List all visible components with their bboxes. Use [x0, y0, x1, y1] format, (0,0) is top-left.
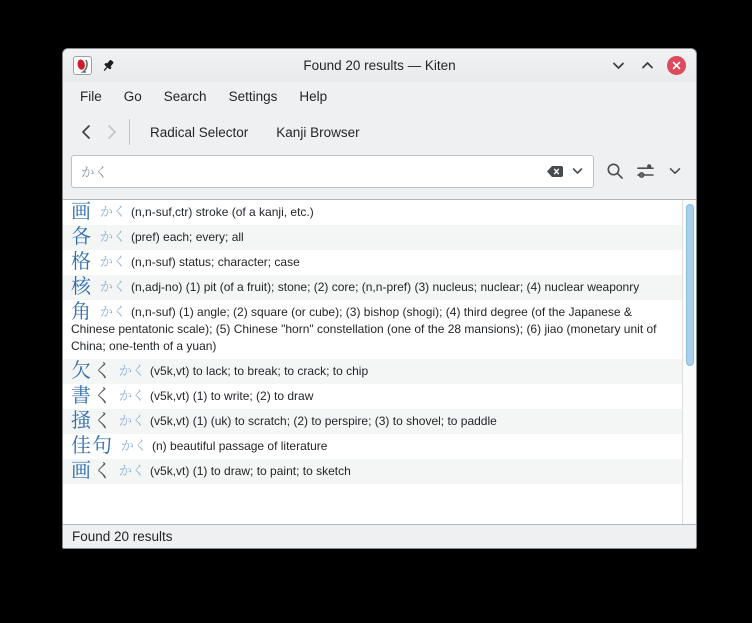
result-definition: (pref) each; every; all	[131, 230, 244, 244]
result-definition: (n,adj-no) (1) pit (of a fruit); stone; (2) core; (n,n-pref) (3) nucleus; nuclear; (4) nuclear weaponry	[131, 280, 640, 294]
result-word-kanji: 画	[71, 460, 92, 482]
result-row[interactable]	[63, 275, 682, 300]
result-row[interactable]	[63, 459, 682, 484]
radical-selector-button[interactable]: Radical Selector	[150, 124, 249, 140]
result-reading: かく	[100, 279, 127, 294]
result-definition: (v5k,vt) (1) (uk) to scratch; (2) to perspire; (3) to shovel; to paddle	[150, 414, 497, 428]
maximize-icon[interactable]	[638, 57, 656, 75]
result-reading: かく	[119, 413, 146, 428]
result-definition: (v5k,vt) (1) to write; (2) to draw	[150, 389, 314, 403]
search-row	[63, 153, 696, 199]
result-word-kanji: 角	[71, 301, 92, 323]
result-reading: かく	[100, 304, 127, 319]
menu-settings[interactable]: Settings	[228, 89, 278, 104]
search-icon[interactable]	[602, 158, 628, 184]
forward-icon	[99, 119, 125, 145]
search-input[interactable]	[71, 155, 594, 188]
search-mode-chevron-icon[interactable]	[662, 158, 688, 184]
search-options-icon[interactable]	[632, 158, 658, 184]
result-word-kanji: 書	[71, 385, 92, 407]
results-scrollbar[interactable]	[682, 200, 696, 524]
toolbar	[63, 111, 696, 153]
result-reading: かく	[119, 463, 146, 478]
result-row[interactable]	[63, 225, 682, 250]
result-word-kanji: 各	[71, 226, 92, 248]
result-word-kanji: 核	[71, 276, 92, 298]
window-title: Found 20 results — Kiten	[303, 58, 456, 73]
result-reading: かく	[121, 438, 148, 453]
result-definition: (n) beautiful passage of literature	[152, 439, 328, 453]
result-row[interactable]	[63, 384, 682, 409]
history-dropdown-icon[interactable]	[568, 167, 587, 175]
title-bar-icons	[73, 56, 115, 75]
toolbar-separator	[129, 119, 130, 145]
result-definition: (v5k,vt) (1) to draw; to paint; to sketch	[150, 464, 351, 478]
result-reading: かく	[119, 388, 146, 403]
result-reading: かく	[100, 204, 127, 219]
kiten-window	[62, 48, 697, 549]
menu-file[interactable]: File	[80, 89, 102, 104]
menu-search[interactable]: Search	[163, 89, 207, 104]
result-word-kana: く	[93, 386, 113, 407]
pin-icon[interactable]	[101, 59, 115, 73]
result-word-kanji: 格	[71, 251, 92, 273]
kanji-browser-button[interactable]: Kanji Browser	[276, 124, 360, 140]
result-word-kana: く	[93, 461, 113, 482]
title-bar	[63, 49, 696, 82]
result-reading: かく	[119, 363, 146, 378]
result-word-kana: く	[93, 361, 113, 382]
search-input-value[interactable]: かく	[81, 165, 108, 180]
status-text: Found 20 results	[72, 529, 173, 544]
search-actions	[602, 158, 688, 184]
result-word-kanji: 佳句	[71, 435, 113, 457]
back-icon[interactable]	[73, 119, 99, 145]
result-row[interactable]	[63, 300, 682, 359]
results-list	[63, 200, 682, 524]
menu-help[interactable]: Help	[299, 89, 328, 104]
clear-search-icon[interactable]	[542, 165, 568, 178]
scrollbar-thumb[interactable]	[686, 204, 694, 366]
result-row[interactable]	[63, 359, 682, 384]
result-word-kanji: 掻	[71, 410, 92, 432]
result-word-kanji: 欠	[71, 360, 92, 382]
result-definition: (n,n-suf) (1) angle; (2) square (or cube); (3) bishop (shogi); (4) third degree (of the Japanese & Chinese pentatonic scale); (5) Chinese "horn" constellation (one of the 28 mansions); (6) jiao (monetary unit of China; one-tenth of a yuan)	[71, 305, 657, 353]
result-word-kana: く	[93, 411, 113, 432]
result-row[interactable]	[63, 250, 682, 275]
result-row[interactable]	[63, 434, 682, 459]
result-definition: (n,n-suf,ctr) stroke (of a kanji, etc.)	[131, 205, 314, 219]
result-reading: かく	[100, 254, 127, 269]
menu-bar	[63, 82, 696, 111]
close-icon[interactable]	[667, 56, 686, 75]
result-row[interactable]	[63, 409, 682, 434]
result-row[interactable]	[63, 200, 682, 225]
minimize-icon[interactable]	[609, 57, 627, 75]
menu-go[interactable]: Go	[123, 89, 142, 104]
status-bar	[63, 525, 696, 548]
window-controls	[609, 56, 686, 75]
result-word-kanji: 画	[71, 201, 92, 223]
results-frame	[63, 199, 696, 525]
kiten-app-icon	[73, 56, 92, 75]
result-definition: (n,n-suf) status; character; case	[131, 255, 300, 269]
result-definition: (v5k,vt) to lack; to break; to crack; to chip	[150, 364, 369, 378]
result-reading: かく	[100, 229, 127, 244]
